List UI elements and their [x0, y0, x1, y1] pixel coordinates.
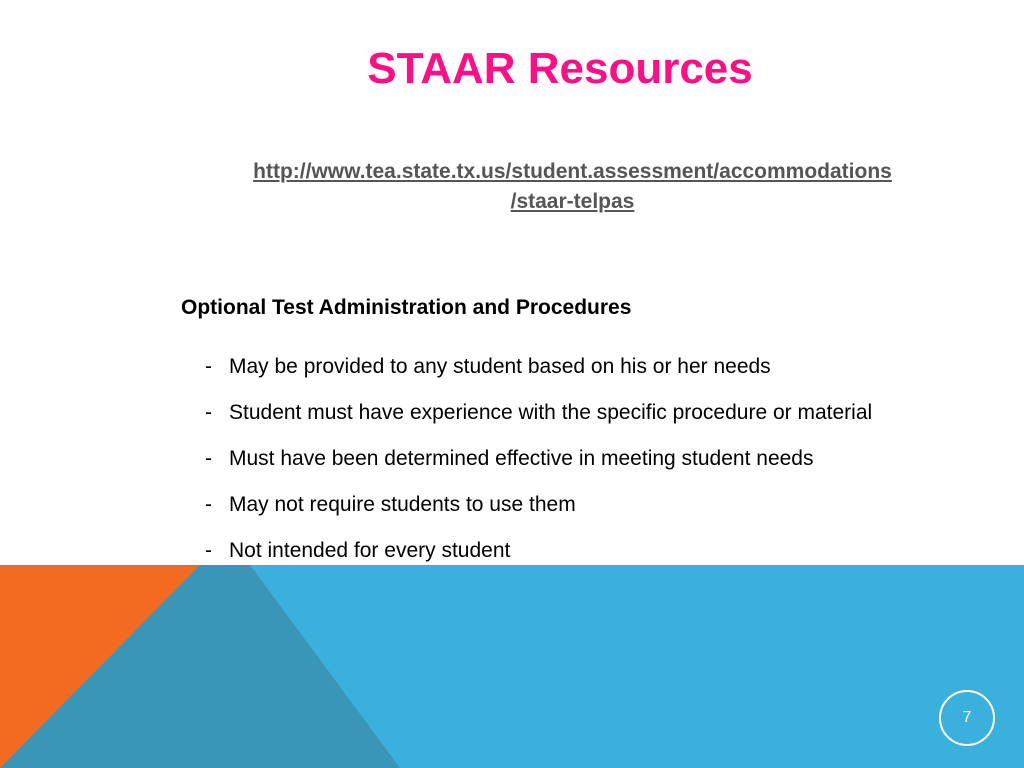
bullet-list	[205, 352, 925, 582]
resource-link-line2[interactable]: /staar-telpas	[510, 190, 635, 213]
page-number-badge	[939, 690, 995, 746]
bullet-marker: -	[205, 355, 212, 378]
bullet-text: Student must have experience with the specific procedure or material	[229, 401, 873, 424]
resource-link[interactable]	[170, 157, 975, 217]
bullet-marker: -	[205, 401, 212, 424]
bullet-item	[205, 352, 925, 382]
bullet-item	[205, 490, 925, 520]
bullet-text: May not require students to use them	[229, 493, 576, 516]
bullet-item	[205, 444, 925, 474]
resource-link-line1[interactable]: http://www.tea.state.tx.us/student.assessment/accommodations	[253, 160, 892, 183]
bullet-text: Not intended for every student	[229, 539, 511, 562]
section-heading: Optional Test Administration and Procedures	[181, 296, 632, 319]
bullet-text: May be provided to any student based on his or her needs	[229, 355, 771, 378]
bullet-item	[205, 536, 925, 566]
bullet-marker: -	[205, 539, 212, 562]
slide-title: STAAR Resources	[367, 44, 753, 93]
bullet-text: Must have been determined effective in meeting student needs	[229, 447, 814, 470]
bullet-item	[205, 398, 925, 428]
page-number: 7	[962, 709, 972, 726]
bullet-marker: -	[205, 447, 212, 470]
bullet-marker: -	[205, 493, 212, 516]
